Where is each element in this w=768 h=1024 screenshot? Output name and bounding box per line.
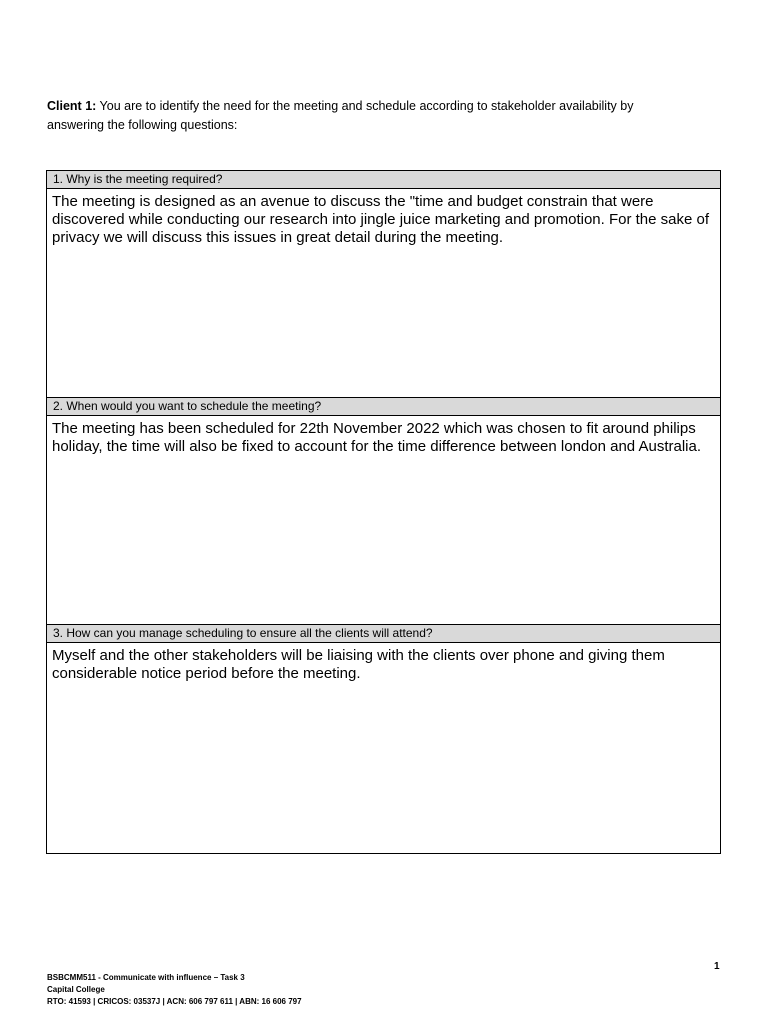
question-heading-1: 1. Why is the meeting required? [47, 171, 721, 189]
footer-course: BSBCMM511 - Communicate with influence – Task 3 [47, 973, 245, 982]
intro-label: Client 1: [47, 99, 97, 113]
page-number: 1 [714, 961, 720, 972]
question-heading-3: 3. How can you manage scheduling to ensure all the clients will attend? [47, 625, 721, 643]
answer-text-1[interactable]: The meeting is designed as an avenue to discuss the "time and budget constrain that were discovered while conducting our research into jingle juice marketing and promotion. For the sake of privacy we will discuss this issues in great detail during the meeting. [47, 189, 721, 398]
intro-text: You are to identify the need for the meeting and schedule according to stakeholder availability by answering the following questions: [47, 99, 634, 132]
answer-row-1 [47, 189, 721, 398]
question-row-1 [47, 171, 721, 189]
question-row-3 [47, 625, 721, 643]
question-heading-2: 2. When would you want to schedule the meeting? [47, 398, 721, 416]
questions-table [46, 170, 721, 854]
footer [47, 972, 302, 1008]
footer-college: Capital College [47, 985, 105, 994]
answer-text-3[interactable]: Myself and the other stakeholders will be liaising with the clients over phone and giving them considerable notice period before the meeting. [47, 643, 721, 854]
footer-registration: RTO: 41593 | CRICOS: 03537J | ACN: 606 797 611 | ABN: 16 606 797 [47, 997, 302, 1006]
intro-paragraph [47, 97, 687, 135]
answer-row-2 [47, 416, 721, 625]
question-row-2 [47, 398, 721, 416]
answer-row-3 [47, 643, 721, 854]
answer-text-2[interactable]: The meeting has been scheduled for 22th November 2022 which was chosen to fit around philips holiday, the time will also be fixed to account for the time difference between london and Australia. [47, 416, 721, 625]
